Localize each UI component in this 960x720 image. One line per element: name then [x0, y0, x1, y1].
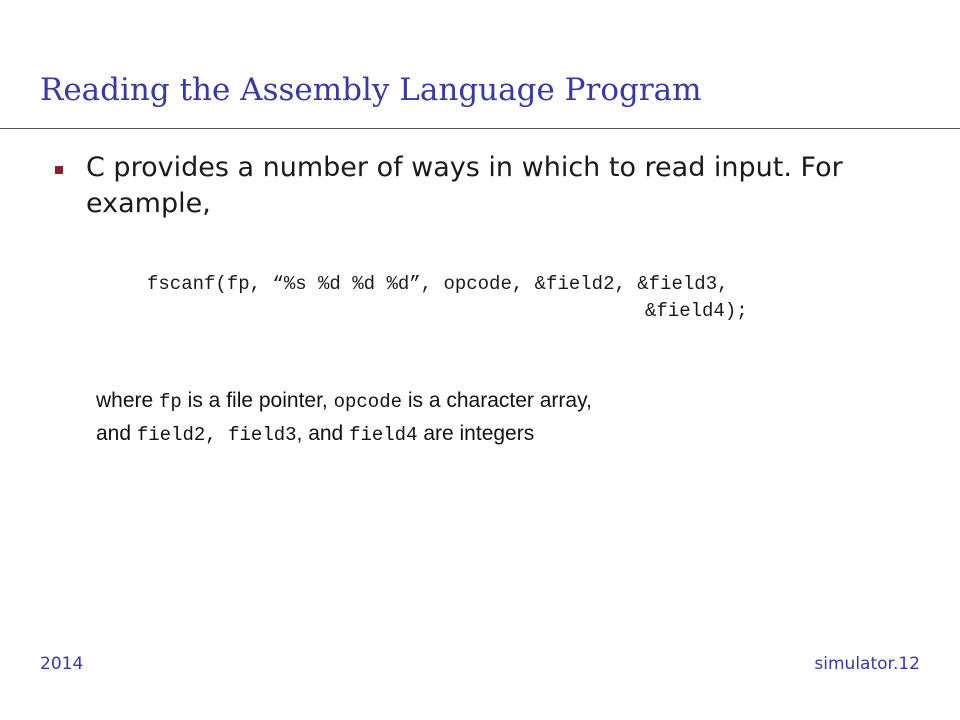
- desc-code-field4: field4: [349, 424, 418, 446]
- desc-text: and: [96, 422, 137, 445]
- code-line-1: fscanf(fp, “%s %d %d %d”, opcode, &field2, &field3,: [147, 273, 729, 295]
- desc-code-field2: field2,: [136, 424, 217, 446]
- desc-text: is a file pointer,: [181, 389, 334, 412]
- square-bullet-icon: [55, 166, 63, 174]
- desc-text: where: [96, 389, 160, 412]
- desc-text: are integers: [417, 422, 535, 445]
- title-divider: [0, 128, 960, 129]
- desc-code-field3: field3: [228, 424, 297, 446]
- code-line-2: &field4);: [645, 300, 748, 322]
- footer-year: 2014: [40, 654, 84, 674]
- desc-code-opcode: opcode: [333, 391, 403, 413]
- desc-code-fp: fp: [159, 391, 182, 413]
- slide-title: Reading the Assembly Language Program: [40, 72, 702, 108]
- footer-slide-number: simulator.12: [814, 654, 920, 674]
- desc-text: , and: [296, 422, 350, 445]
- desc-space: [217, 424, 228, 446]
- desc-text: is a character array,: [402, 389, 592, 412]
- bullet-text: C provides a number of ways in which to read input. For example,: [86, 152, 843, 219]
- description-text: [96, 385, 816, 451]
